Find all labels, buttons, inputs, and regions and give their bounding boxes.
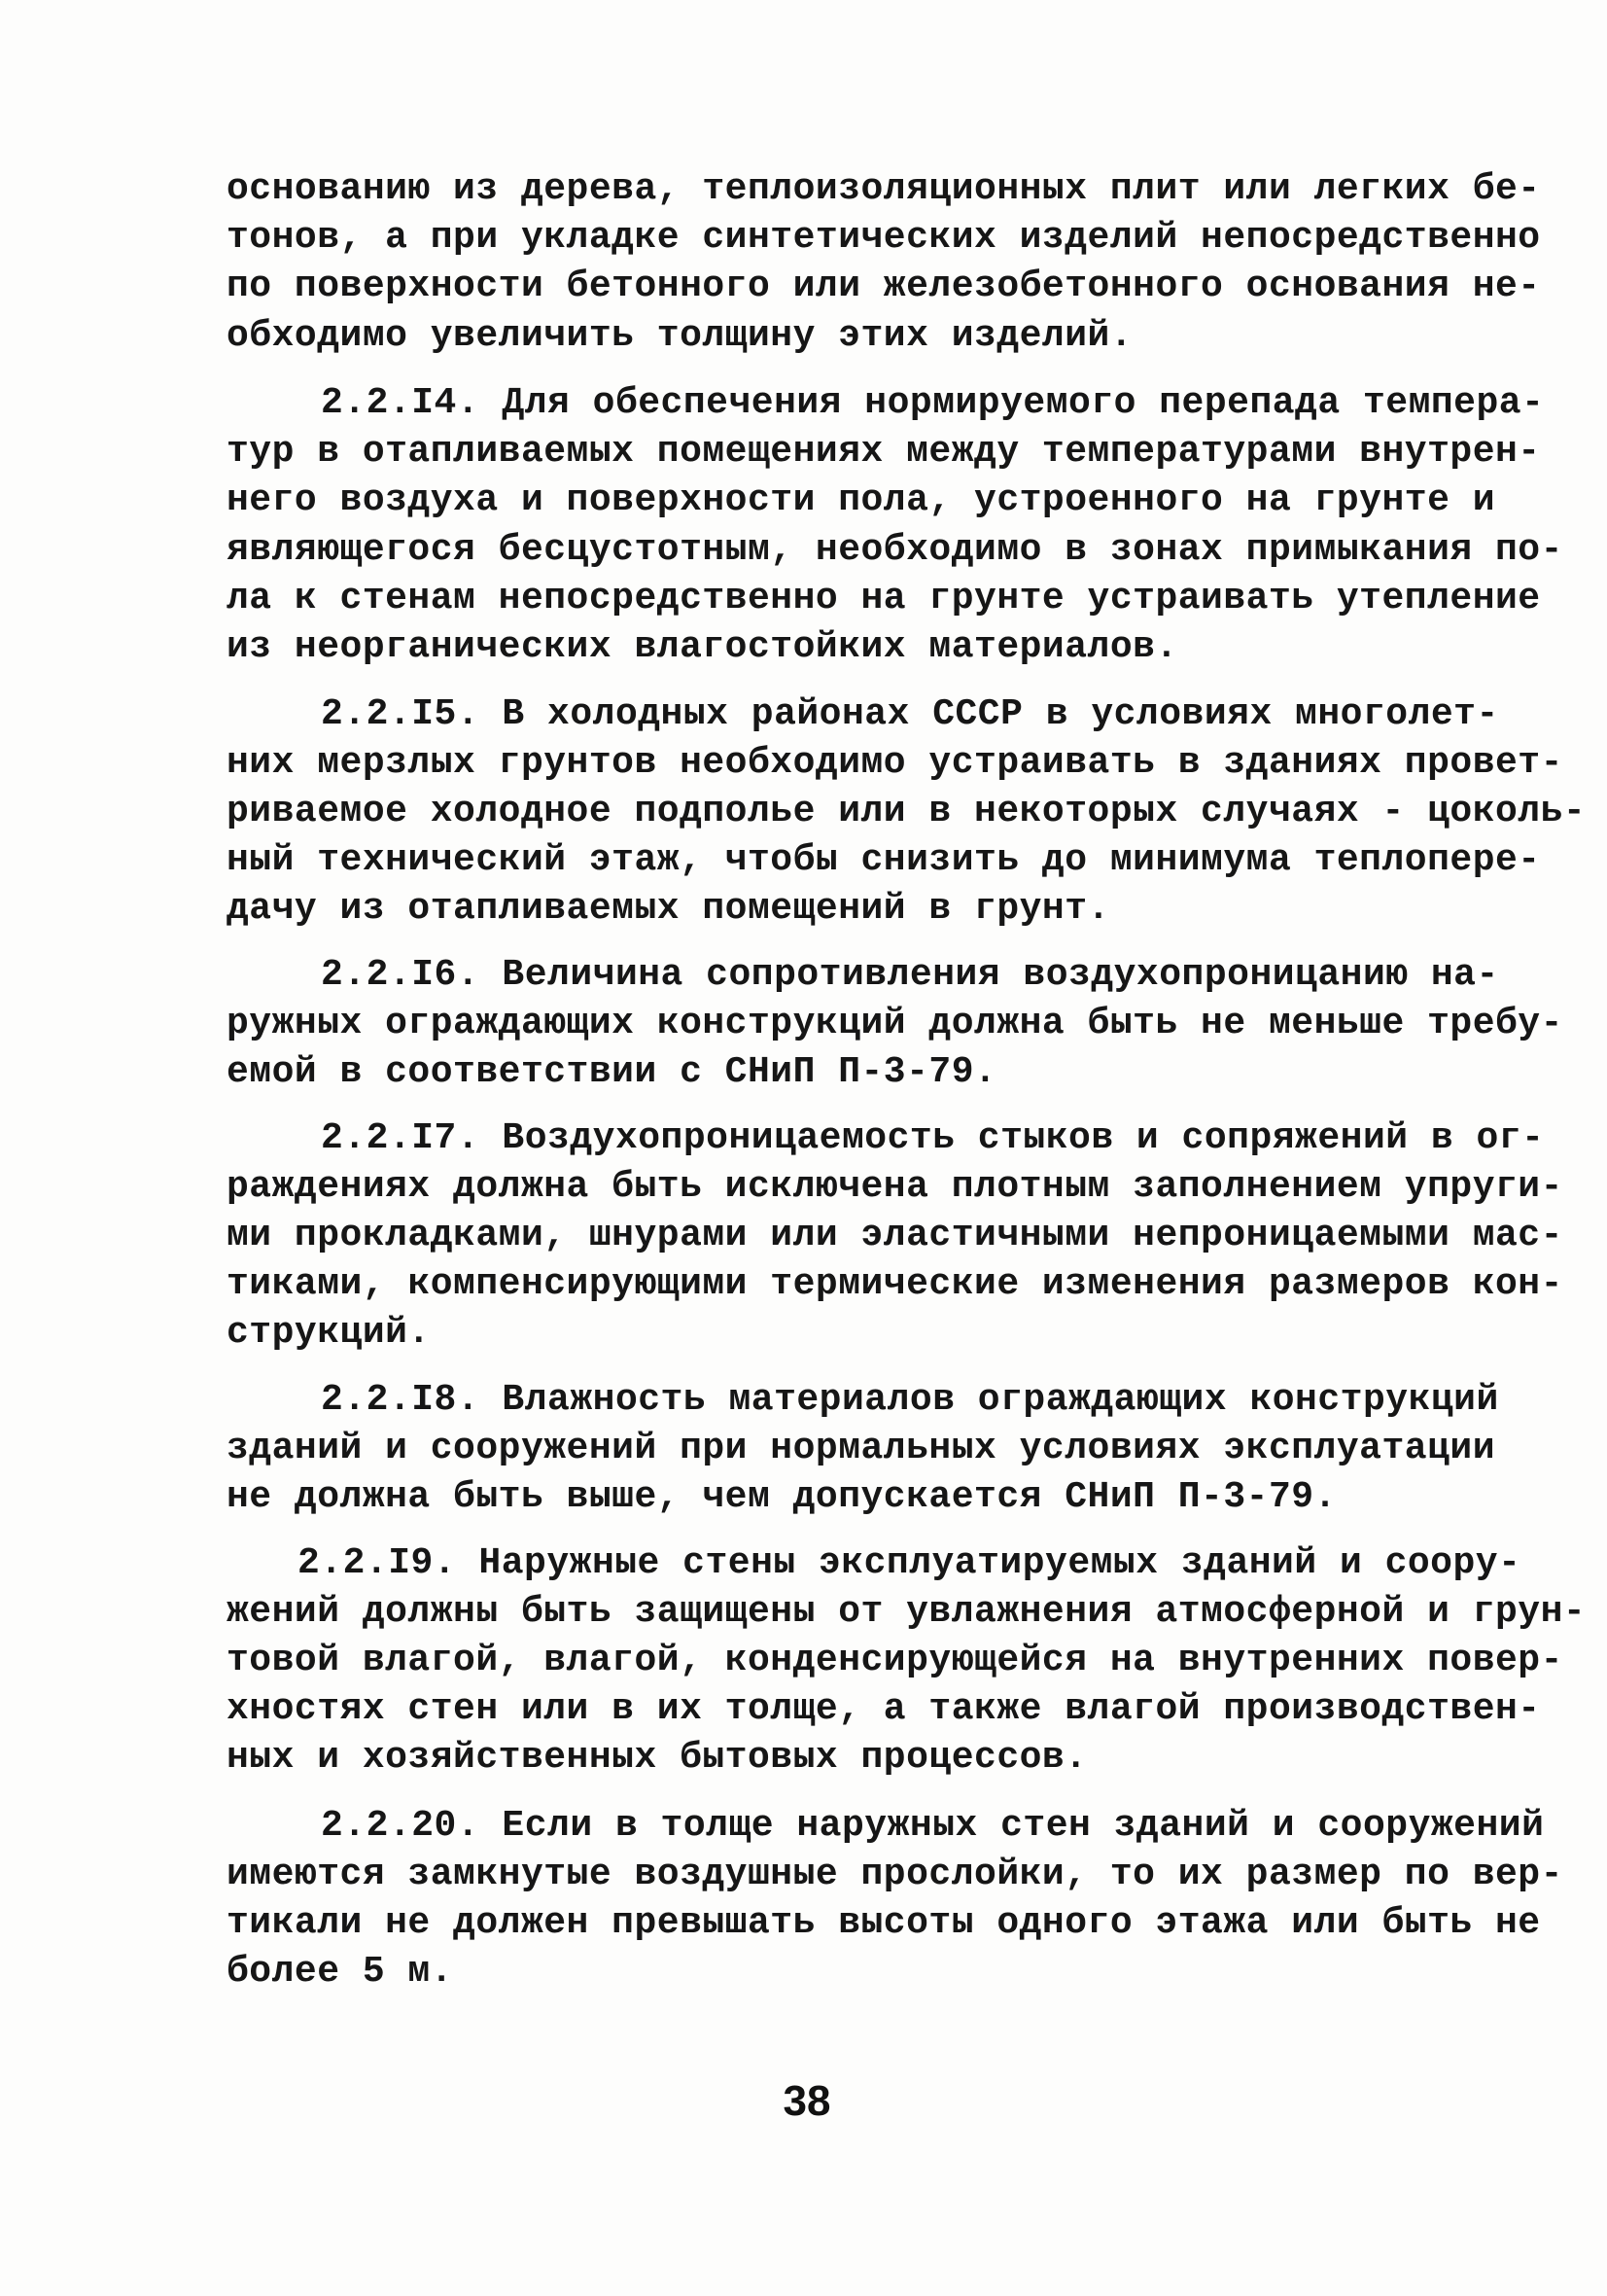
paragraph-2-2-15-start: 2.2.I5. В холодных районах СССР в условиях многолет- [321,693,1499,735]
text-line: товой влагой, влагой, конденсирующейся на внутренних повер- [227,1640,1563,1681]
text-line: хностях стен или в их толще, а также влагой производствен- [227,1688,1541,1730]
text-line: обходимо увеличить толщину этих изделий. [227,315,1134,357]
text-line: имеются замкнутые воздушные прослойки, то их размер по вер- [227,1854,1563,1895]
text-line: ружных ограждающих конструкций должна быть не меньше требу- [227,1003,1563,1044]
text-line: них мерзлых грунтов необходимо устраивать в зданиях провет- [227,742,1563,784]
page-number: 38 [783,2077,831,2125]
text-line: емой в соответствии с СНиП П-3-79. [227,1051,997,1093]
text-line: являющегося бесцустотным, необходимо в зонах примыкания по- [227,529,1563,571]
paragraph-2-2-16-start: 2.2.I6. Величина сопротивления воздухопроницанию на- [321,954,1499,996]
text-line: дачу из отапливаемых помещений в грунт. [227,888,1110,930]
text-line: тонов, а при укладке синтетических изделий непосредственно [227,217,1541,259]
text-line: ных и хозяйственных бытовых процессов. [227,1737,1088,1779]
paragraph-2-2-17-start: 2.2.I7. Воздухопроницаемость стыков и сопряжений в ог- [321,1117,1545,1159]
text-line: более 5 м. [227,1951,454,1993]
text-line: тур в отапливаемых помещениях между температурами внутрен- [227,431,1541,473]
text-line: струкций. [227,1312,431,1354]
text-line: не должна быть выше, чем допускается СНиП П-3-79. [227,1476,1337,1518]
paragraph-2-2-19-start: 2.2.I9. Наружные стены эксплуатируемых зданий и соору- [297,1542,1521,1584]
paragraph-2-2-20-start: 2.2.20. Если в толще наружных стен зданий и сооружений [321,1805,1545,1847]
text-line: тиками, компенсирующими термические изменения размеров кон- [227,1263,1563,1305]
text-line: риваемое холодное подполье или в некоторых случаях - цоколь- [227,791,1587,832]
text-line: ми прокладками, шнурами или эластичными непроницаемыми мас- [227,1215,1563,1256]
text-line: зданий и сооружений при нормальных условиях эксплуатации [227,1428,1496,1469]
text-line: по поверхности бетонного или железобетонного основания не- [227,265,1541,307]
text-line: основанию из дерева, теплоизоляционных плит или легких бе- [227,168,1541,210]
text-line: тикали не должен превышать высоты одного этажа или быть не [227,1902,1541,1944]
text-line: раждениях должна быть исключена плотным заполнением упруги- [227,1166,1563,1208]
text-line: ный технический этаж, чтобы снизить до минимума теплопере- [227,839,1541,881]
text-line: ла к стенам непосредственно на грунте устраивать утепление [227,578,1541,619]
paragraph-2-2-14-start: 2.2.I4. Для обеспечения нормируемого перепада темпера- [321,382,1545,424]
text-line: него воздуха и поверхности пола, устроенного на грунте и [227,479,1496,521]
paragraph-2-2-18-start: 2.2.I8. Влажность материалов ограждающих конструкций [321,1379,1499,1421]
text-line: из неорганических влагостойких материалов. [227,626,1178,668]
text-line: жений должны быть защищены от увлажнения атмосферной и грун- [227,1591,1587,1633]
